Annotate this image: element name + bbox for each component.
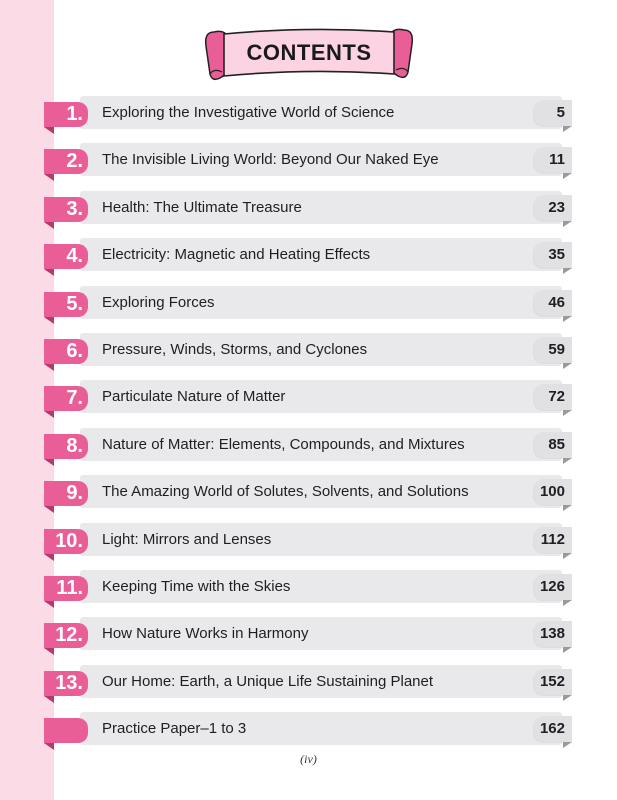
page-number-tab — [534, 527, 572, 553]
page-title: CONTENTS — [246, 40, 372, 65]
chapter-number-tab — [44, 529, 88, 554]
chapter-number: 8. — [66, 434, 83, 457]
chapter-number-tab — [44, 244, 88, 269]
toc-row — [0, 570, 617, 617]
chapter-number: 9. — [66, 482, 83, 505]
toc-row — [0, 333, 617, 380]
contents-banner — [204, 24, 414, 84]
page-number: 35 — [548, 246, 565, 264]
page-number: 100 — [539, 483, 565, 501]
toc-row — [0, 238, 617, 285]
chapter-title: How Nature Works in Harmony — [102, 625, 309, 643]
page-number-tab — [534, 669, 572, 695]
chapter-title: Our Home: Earth, a Unique Life Sustaining Planet — [102, 672, 434, 690]
page-number: 46 — [548, 293, 565, 311]
page-number: 23 — [548, 198, 565, 216]
chapter-title: Keeping Time with the Skies — [102, 577, 291, 595]
chapter-number-tab — [44, 434, 88, 459]
page-number-tab — [534, 337, 572, 363]
page-number-tab — [534, 290, 572, 316]
page-number-tab — [534, 574, 572, 600]
chapter-number-tab — [44, 292, 88, 317]
page-number: 162 — [539, 720, 565, 738]
page-number: 5 — [556, 104, 565, 121]
chapter-number: 1. — [66, 103, 83, 125]
page-number: 72 — [548, 388, 565, 406]
page-number-tab — [534, 716, 572, 742]
toc-row — [0, 665, 617, 712]
chapter-number: 4. — [66, 245, 83, 268]
toc-row — [0, 143, 617, 190]
page-number: 126 — [539, 577, 565, 595]
chapter-number: 7. — [66, 387, 83, 410]
chapter-title: Light: Mirrors and Lenses — [102, 530, 272, 548]
page-number: 85 — [548, 435, 565, 453]
chapter-number-tab — [44, 671, 88, 696]
chapter-number-tab — [44, 623, 88, 648]
page-number-tab — [534, 242, 572, 268]
page-number-tab — [534, 100, 572, 126]
page-number-tab — [534, 621, 572, 647]
chapter-number-tab — [44, 386, 88, 411]
chapter-number: 11. — [56, 576, 83, 599]
chapter-title: The Invisible Living World: Beyond Our Naked Eye — [102, 151, 439, 169]
chapter-number: 2. — [66, 150, 83, 173]
page-number-tab — [534, 479, 572, 505]
toc-row — [0, 286, 617, 333]
page-number: 11 — [549, 151, 565, 169]
page-number: 112 — [540, 530, 565, 548]
chapter-number: 10. — [55, 529, 83, 552]
chapter-title: The Amazing World of Solutes, Solvents, and Solutions — [102, 483, 469, 501]
chapter-number-tab — [44, 718, 88, 743]
chapter-title: Electricity: Magnetic and Heating Effects — [102, 246, 371, 264]
chapter-number: 3. — [66, 197, 83, 220]
chapter-number: 5. — [66, 292, 83, 315]
toc-row — [0, 523, 617, 570]
chapter-number: 6. — [66, 339, 83, 362]
chapter-number-tab — [44, 197, 88, 222]
toc-row — [0, 617, 617, 664]
page-number-tab — [534, 384, 572, 410]
chapter-number-tab — [44, 102, 88, 127]
page-number-tab — [534, 147, 572, 173]
chapter-number-tab — [44, 149, 88, 174]
chapter-number: 13. — [55, 671, 83, 694]
page-number: 152 — [539, 672, 565, 690]
chapter-title: Practice Paper–1 to 3 — [102, 720, 247, 738]
chapter-title: Nature of Matter: Elements, Compounds, and Mixtures — [102, 435, 465, 453]
chapter-number: 12. — [55, 624, 83, 647]
chapter-number-tab — [44, 576, 88, 601]
page-number-tab — [534, 195, 572, 221]
chapter-title: Exploring Forces — [102, 293, 215, 311]
chapter-title: Particulate Nature of Matter — [102, 388, 286, 406]
page-number-tab — [534, 432, 572, 458]
chapter-number-tab — [44, 481, 88, 506]
chapter-title: Health: The Ultimate Treasure — [102, 198, 302, 216]
chapter-title: Exploring the Investigative World of Science — [102, 104, 395, 121]
chapter-number-tab — [44, 339, 88, 364]
toc-row — [0, 96, 617, 143]
page-folio: (iv) — [300, 752, 317, 766]
toc-row — [0, 428, 617, 475]
toc-row — [0, 380, 617, 427]
toc-row — [0, 475, 617, 522]
toc-row — [0, 191, 617, 238]
page-number: 59 — [548, 340, 565, 358]
table-of-contents — [0, 96, 617, 759]
chapter-title: Pressure, Winds, Storms, and Cyclones — [102, 340, 368, 358]
page-number: 138 — [539, 625, 565, 643]
